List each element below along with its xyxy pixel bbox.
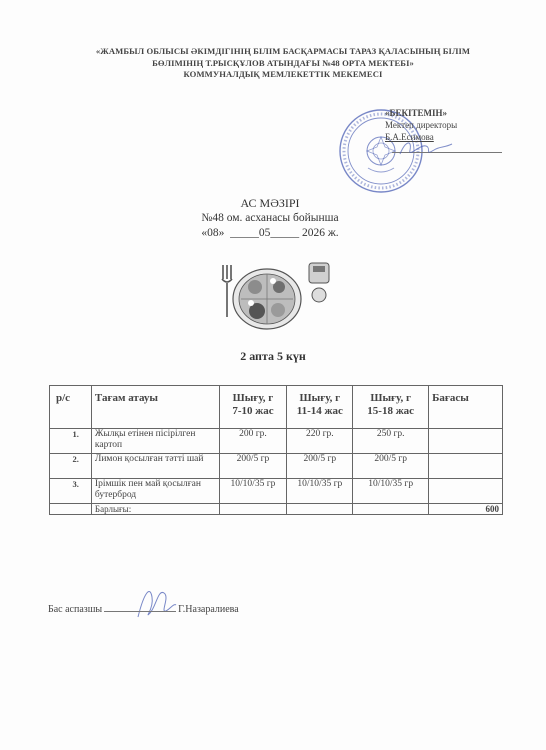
menu-title-block: [150, 196, 390, 241]
row-yield-11-14: 220 гр.: [287, 429, 353, 454]
menu-table: [49, 385, 503, 515]
row-dish: Ірімшік пен май қосылған бутерброд: [91, 479, 219, 504]
row-price: [429, 454, 503, 479]
header-yield-15-18-age: 15-18 жас: [367, 405, 415, 417]
header-yield-7-10-age: 7-10 жас: [232, 405, 274, 417]
row-dish: Жылқы етінен пісірілген картоп: [91, 429, 219, 454]
menu-title: АС МӘЗІРІ: [240, 196, 300, 210]
row-yield-15-18: 10/10/35 гр: [353, 479, 429, 504]
row-yield-15-18: 250 гр.: [353, 429, 429, 454]
date-month: _____05_____: [230, 227, 300, 239]
total-price: 600: [429, 504, 503, 515]
row-yield-7-10: 200/5 гр: [219, 454, 287, 479]
total-yield-15-18: [353, 504, 429, 515]
organization-header: [40, 46, 526, 81]
org-line-2: БӨЛІМІНІҢ Т.РЫСҚҰЛОВ АТЫНДАҒЫ №48 ОРТА МЕКТЕБІ»: [152, 57, 414, 68]
total-num: [50, 504, 92, 515]
total-yield-11-14: [287, 504, 353, 515]
director-name: Б.А.Есимова: [385, 132, 434, 142]
header-yield-11-14-age: 11-14 жас: [296, 405, 343, 417]
header-yield-11-14-label: Шығу, г: [299, 392, 341, 404]
chef-role: Бас аспазшы: [48, 604, 103, 615]
row-num: 3.: [50, 479, 92, 504]
total-yield-7-10: [219, 504, 287, 515]
row-yield-11-14: 200/5 гр: [287, 454, 353, 479]
date-year: 2026 ж.: [301, 227, 339, 239]
header-yield-7-10-label: Шығу, г: [232, 392, 274, 404]
date-day: «08»: [201, 227, 225, 239]
header-yield-11-14: [287, 386, 353, 429]
org-line-3: КОММУНАЛДЫҚ МЕМЛЕКЕТТІК МЕКЕМЕСІ: [183, 69, 383, 79]
table-row: [50, 479, 503, 504]
row-yield-7-10: 200 гр.: [219, 429, 287, 454]
table-total-row: [50, 504, 503, 515]
row-yield-15-18: 200/5 гр: [353, 454, 429, 479]
table-row: [50, 429, 503, 454]
header-dish: Тағам атауы: [91, 386, 219, 429]
approve-label: «БЕКІТЕМІН»: [385, 108, 447, 118]
chef-signature: [130, 583, 178, 623]
header-price: Бағасы: [429, 386, 503, 429]
row-price: [429, 479, 503, 504]
director-signature: [396, 136, 456, 160]
chef-signature-line: [104, 611, 176, 612]
header-yield-15-18-label: Шығу, г: [370, 392, 411, 404]
food-plate-illustration: [215, 255, 340, 333]
row-yield-11-14: 10/10/35 гр: [287, 479, 353, 504]
row-num: 1.: [50, 429, 92, 454]
row-dish: Лимон қосылған тәтті шай: [91, 454, 219, 479]
row-num: 2.: [50, 454, 92, 479]
chef-name: Г.Назаралиева: [178, 604, 239, 615]
menu-date: [150, 226, 390, 241]
header-num: р/с: [50, 386, 92, 429]
row-price: [429, 429, 503, 454]
header-yield-15-18: [353, 386, 429, 429]
chef-signature-block: [48, 604, 348, 615]
org-line-1: «ЖАМБЫЛ ОБЛЫСЫ ӘКІМДІГІНІҢ БІЛІМ БАСҚАРМАСЫ ТАРАЗ ҚАЛАСЫНЫҢ БІЛІМ: [95, 46, 471, 56]
week-day-label: 2 апта 5 күн: [240, 349, 306, 363]
total-label: Барлығы:: [91, 504, 219, 515]
header-yield-7-10: [219, 386, 287, 429]
row-yield-7-10: 10/10/35 гр: [219, 479, 287, 504]
director-position: Мектеп директоры: [385, 120, 458, 130]
canteen-subtitle: №48 ом. асханасы бойынша: [201, 212, 339, 224]
table-row: [50, 454, 503, 479]
table-header-row: [50, 386, 503, 429]
